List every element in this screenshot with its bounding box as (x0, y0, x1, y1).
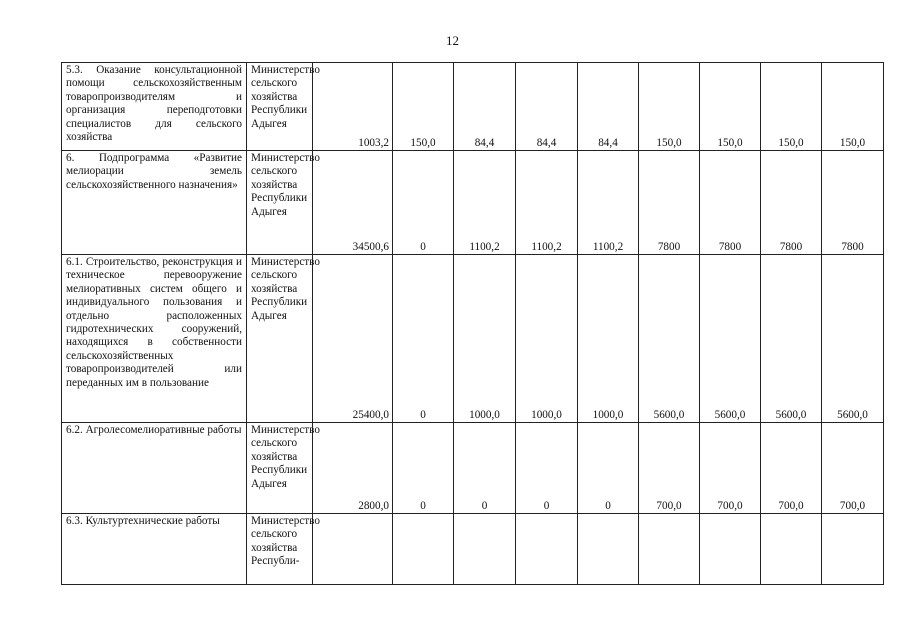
executor-cell: Министерство сельского хозяйства Республики Адыгея (247, 63, 313, 151)
table-row (62, 423, 884, 514)
value-cell: 0 (516, 423, 578, 514)
value-cell: 2800,0 (313, 423, 393, 514)
table-row (62, 514, 884, 585)
value-cell: 25400,0 (313, 255, 393, 423)
value-cell: 150,0 (639, 63, 700, 151)
value-cell: 150,0 (822, 63, 884, 151)
value-cell: 1100,2 (578, 151, 639, 255)
value-cell: 34500,6 (313, 151, 393, 255)
value-cell (393, 514, 454, 585)
value-cell: 0 (393, 151, 454, 255)
value-cell: 0 (578, 423, 639, 514)
value-cell (313, 514, 393, 585)
value-cell: 84,4 (578, 63, 639, 151)
value-cell: 1000,0 (578, 255, 639, 423)
value-cell: 5600,0 (700, 255, 761, 423)
value-cell: 1100,2 (516, 151, 578, 255)
value-cell (761, 514, 822, 585)
value-cell: 1000,0 (516, 255, 578, 423)
value-cell: 150,0 (700, 63, 761, 151)
activity-name-cell: 6.1. Строительство, реконструкция и техническое перевооружение мелиоративных систем общего и индивидуального пользования и отдельно расположенных гидротехнических сооружений, находящихся в собственности сельскохозяйственных товаропроизводителей или переданных им в пользование (62, 255, 247, 423)
value-cell: 1000,0 (454, 255, 516, 423)
value-cell: 0 (393, 255, 454, 423)
table-row (62, 151, 884, 255)
value-cell: 700,0 (639, 423, 700, 514)
value-cell: 84,4 (454, 63, 516, 151)
program-table (61, 62, 884, 585)
value-cell: 150,0 (761, 63, 822, 151)
value-cell: 150,0 (393, 63, 454, 151)
value-cell: 84,4 (516, 63, 578, 151)
value-cell: 1100,2 (454, 151, 516, 255)
value-cell: 7800 (639, 151, 700, 255)
table-row (62, 63, 884, 151)
value-cell: 7800 (700, 151, 761, 255)
table-row (62, 255, 884, 423)
value-cell: 700,0 (822, 423, 884, 514)
value-cell: 5600,0 (639, 255, 700, 423)
value-cell (639, 514, 700, 585)
activity-name-cell: 6. Подпрограмма «Развитие мелиорации земель сельскохозяйственного назначения» (62, 151, 247, 255)
value-cell: 7800 (761, 151, 822, 255)
value-cell (578, 514, 639, 585)
value-cell (822, 514, 884, 585)
value-cell (454, 514, 516, 585)
page-number: 12 (446, 33, 459, 48)
executor-cell: Министерство сельского хозяйства Республики Адыгея (247, 255, 313, 423)
value-cell: 1003,2 (313, 63, 393, 151)
value-cell: 0 (454, 423, 516, 514)
value-cell: 700,0 (700, 423, 761, 514)
value-cell: 5600,0 (761, 255, 822, 423)
value-cell: 5600,0 (822, 255, 884, 423)
activity-name-cell: 6.2. Агролесомелиоративные работы (62, 423, 247, 514)
activity-name-cell: 5.3. Оказание консультационной помощи сельскохозяйственным товаропроизводителям и организация переподготовки специалистов для сельского хозяйства (62, 63, 247, 151)
value-cell (700, 514, 761, 585)
value-cell (516, 514, 578, 585)
executor-cell: Министерство сельского хозяйства Республики Адыгея (247, 151, 313, 255)
value-cell: 0 (393, 423, 454, 514)
table-body (62, 63, 884, 585)
value-cell: 700,0 (761, 423, 822, 514)
executor-cell: Министерство сельского хозяйства Республики Адыгея (247, 423, 313, 514)
executor-cell: Министерство сельского хозяйства Республи- (247, 514, 313, 585)
value-cell: 7800 (822, 151, 884, 255)
activity-name-cell: 6.3. Культуртехнические работы (62, 514, 247, 585)
